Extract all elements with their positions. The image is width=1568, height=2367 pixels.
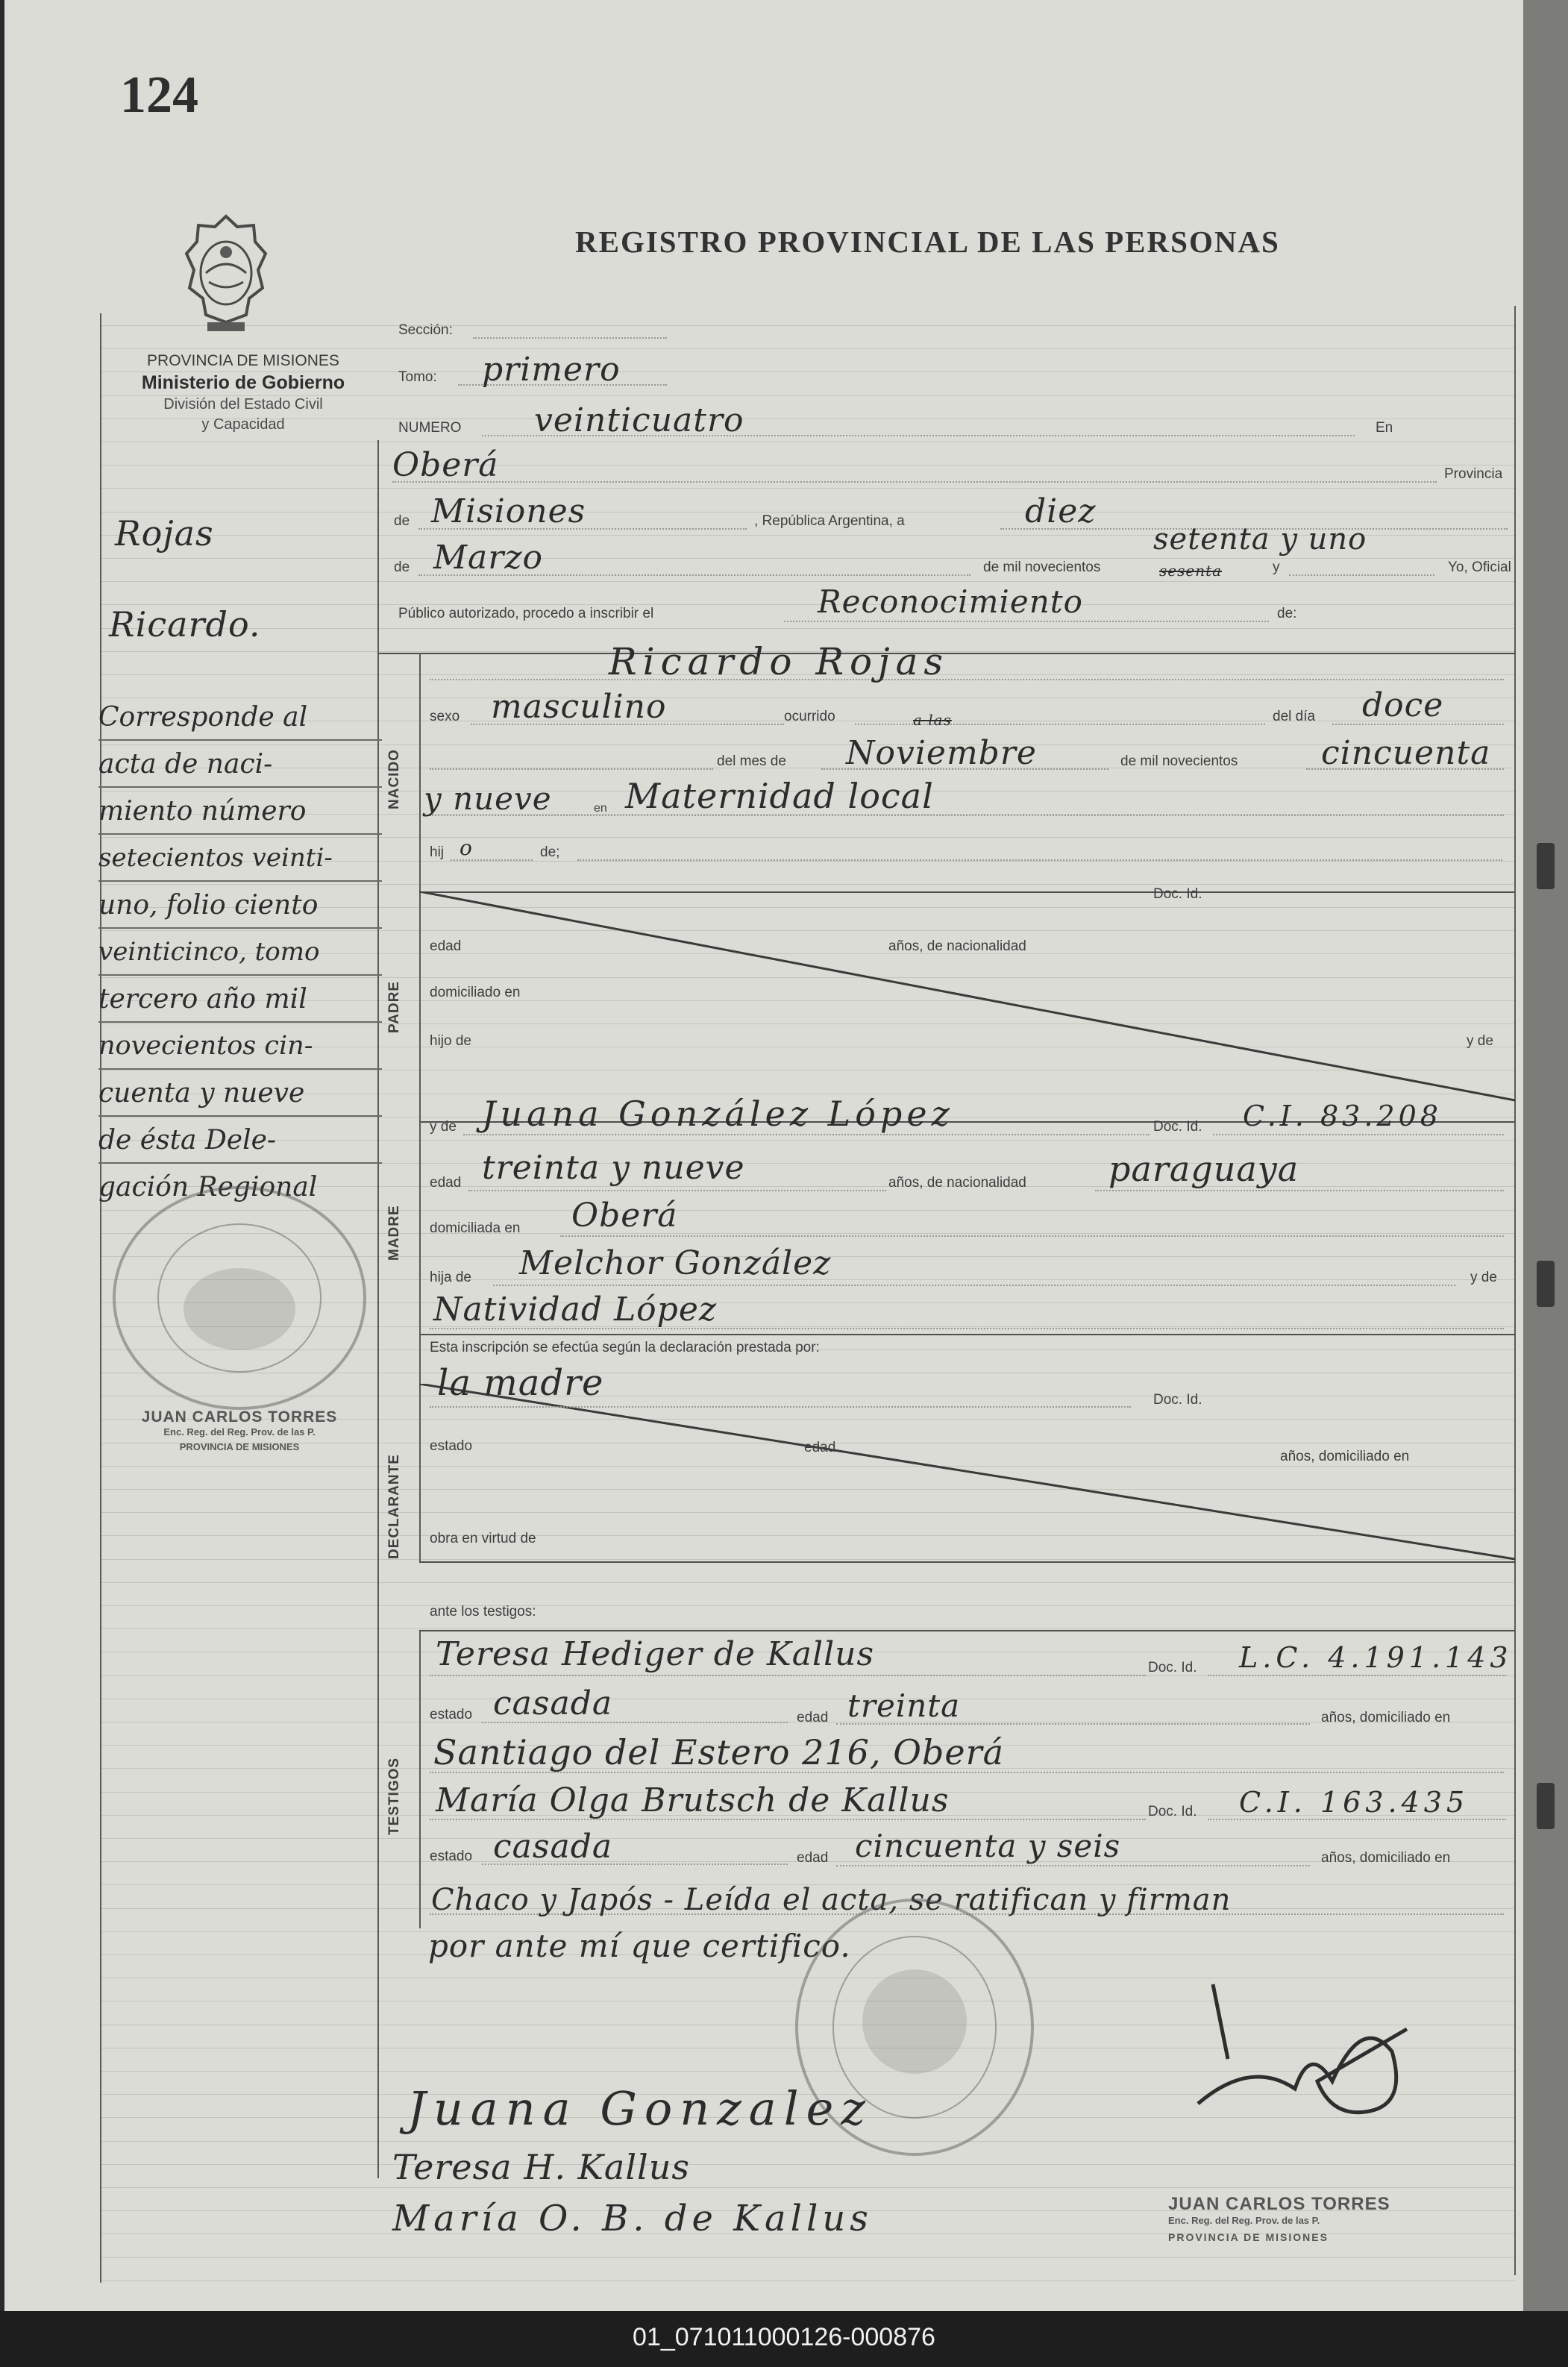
signature-2: Teresa H. Kallus [392, 2147, 691, 2187]
margin-given-name: Ricardo. [109, 604, 261, 645]
hw-anio-struck: sesenta [1159, 562, 1223, 580]
margin-note-line: veinticinco, tomo [98, 929, 382, 976]
hw-testigo2-estado: casada [493, 1828, 613, 1866]
de-colon-label: de: [1277, 606, 1297, 621]
testigo1-doc-label: Doc. Id. [1148, 1660, 1197, 1675]
province-label: PROVINCIA DE MISIONES [147, 352, 339, 369]
testigo1-dom-label: años, domiciliado en [1321, 1710, 1451, 1725]
hw-anio-nac-1: cincuenta [1321, 734, 1491, 772]
hw-hij-suffix: o [460, 835, 473, 860]
rule-before-declarante [419, 1334, 1515, 1335]
margin-stamp-text [101, 1410, 377, 1455]
left-margin-line [100, 313, 101, 2283]
hw-sexo: masculino [491, 688, 667, 726]
hw-testigo2-doc: C.I. 163.435 [1239, 1786, 1470, 1819]
ruled-line [101, 325, 1515, 326]
hw-ocurrido-struck: a las [913, 711, 952, 729]
binding-slot [1537, 843, 1555, 889]
hw-tomo: primero [482, 351, 621, 389]
hw-lugar-nac: Maternidad local [625, 776, 934, 816]
official-stamp-sub2: PROVINCIA DE MISIONES [1168, 2231, 1329, 2243]
sexo-label: sexo [430, 709, 460, 724]
hw-cierre-2: por ante mí que certifico. [428, 1928, 851, 1964]
ruled-line [101, 2187, 1515, 2188]
declarante-dom-label: años, domiciliado en [1280, 1449, 1410, 1464]
hw-en-place: Oberá [392, 446, 499, 484]
testigo1-edad-label: edad [797, 1710, 829, 1725]
section-testigos: TESTIGOS [386, 1757, 402, 1835]
del-mes-label: del mes de [717, 753, 786, 769]
margin-note-line: miento número [98, 788, 382, 835]
seccion-label: Sección: [398, 322, 453, 338]
margin-stamp-name: JUAN CARLOS TORRES [141, 1408, 338, 1426]
section-declarante: DECLARANTE [386, 1454, 402, 1559]
de-semicolon-label: de; [540, 844, 560, 860]
de-mil-nov-label: de mil novecientos [1120, 753, 1238, 769]
ruled-line [101, 604, 1515, 605]
de-label-1: de [394, 513, 410, 529]
y-label: y [1273, 559, 1280, 575]
binding-slot [1537, 1261, 1555, 1307]
official-stamp-text [1168, 2196, 1390, 2245]
margin-note-line: acta de naci- [98, 741, 382, 788]
ruled-line [101, 488, 1515, 489]
ruled-line [101, 2280, 1515, 2281]
ministry-label: Ministerio de Gobierno [141, 372, 345, 393]
margin-note-line: tercero año mil [98, 976, 382, 1023]
declarante-doc-label: Doc. Id. [1153, 1392, 1202, 1408]
hw-provincia: Misiones [431, 492, 586, 530]
provincia-label: Provincia [1444, 466, 1503, 482]
hw-madre-doc: C.I. 83.208 [1243, 1100, 1442, 1132]
padre-cancel-diagonal [419, 891, 1515, 1123]
margin-stamp-sub1: Enc. Reg. del Reg. Prov. de las P. [163, 1426, 316, 1438]
division-label-2: y Capacidad [201, 416, 285, 433]
central-seal-portrait [862, 1969, 967, 2074]
yo-oficial-label: Yo, Oficial [1448, 559, 1511, 575]
ruled-line [101, 348, 1515, 349]
padre-edad-label: edad [430, 938, 462, 954]
testigo2-estado-label: estado [430, 1849, 473, 1864]
margin-note-line: Corresponde al [98, 694, 382, 741]
ocurrido-label: ocurrido [784, 709, 835, 724]
margin-note-line: uno, folio ciento [98, 882, 382, 929]
ruled-line [101, 1582, 1515, 1583]
ante-testigos-label: ante los testigos: [430, 1604, 536, 1620]
padre-dom-label: domiciliado en [430, 985, 521, 1000]
margin-surname: Rojas [115, 513, 214, 554]
hw-anio-nac-2: y nueve [424, 780, 552, 817]
hw-testigo1-edad: treinta [847, 1687, 961, 1724]
margin-stamp-sub2: PROVINCIA DE MISIONES [179, 1441, 300, 1452]
page-number: 124 [120, 66, 198, 124]
ruled-line [101, 1838, 1515, 1839]
province-emblem [182, 210, 270, 337]
ruled-line [101, 558, 1515, 559]
sidebar-header [101, 351, 385, 435]
padre-hijo-label: hijo de [430, 1033, 471, 1049]
rule-testigos-top [419, 1630, 1515, 1631]
section-padre: PADRE [386, 980, 402, 1033]
ruled-line [101, 1605, 1515, 1606]
right-margin-line [1514, 306, 1516, 2275]
page-title: REGISTRO PROVINCIAL DE LAS PERSONAS [575, 225, 1280, 259]
hij-label: hij [430, 844, 445, 860]
ruled-line [101, 628, 1515, 629]
inscripcion-label: Esta inscripción se efectúa según la declaración prestada por: [430, 1340, 820, 1355]
ruled-line [101, 2257, 1515, 2258]
margin-note-line: cuenta y nueve [98, 1070, 382, 1117]
division-label-1: División del Estado Civil [163, 396, 323, 413]
official-stamp-sub1: Enc. Reg. del Reg. Prov. de las P. [1168, 2215, 1320, 2226]
hw-acto: Reconocimiento [818, 583, 1083, 620]
madre-doc-label: Doc. Id. [1153, 1119, 1202, 1135]
hw-cierre-1: Chaco y Japós - Leída el acta, se ratifican y firman [431, 1883, 1232, 1917]
tomo-label: Tomo: [398, 369, 437, 385]
margin-note-line: de ésta Dele- [98, 1117, 382, 1164]
testigo2-dom-label: años, domiciliado en [1321, 1850, 1451, 1866]
document-page [4, 0, 1541, 2311]
margin-note-block [98, 694, 382, 1211]
hw-madre-madre: Natividad López [433, 1291, 718, 1329]
margin-note-line: setecientos veinti- [98, 835, 382, 882]
ruled-line [101, 1628, 1515, 1629]
section-madre: MADRE [386, 1205, 402, 1261]
hw-madre-nac: paraguaya [1108, 1149, 1299, 1189]
hw-madre-edad: treinta y nueve [482, 1149, 745, 1187]
ruled-line [101, 2141, 1515, 2142]
section-nacido: NACIDO [386, 749, 402, 809]
padre-y-de-label: y de [1467, 1033, 1493, 1049]
publico-label: Público autorizado, procedo a inscribir el [398, 606, 654, 621]
hw-mes: Marzo [433, 539, 543, 577]
madre-nac-label: años, de nacionalidad [888, 1175, 1026, 1191]
testigo2-doc-label: Doc. Id. [1148, 1804, 1197, 1819]
official-stamp-name: JUAN CARLOS TORRES [1168, 2194, 1390, 2214]
en-label: En [1376, 420, 1393, 436]
madre-edad-label: edad [430, 1175, 462, 1191]
footer-reference: 01_071011000126-000876 [633, 2323, 935, 2351]
padre-nac-label: años, de nacionalidad [888, 938, 1026, 954]
hw-declarante: la madre [437, 1362, 604, 1404]
hw-dia: diez [1025, 492, 1097, 530]
book-binding [1523, 0, 1568, 2311]
madre-hija-label: hija de [430, 1270, 471, 1285]
de-mil-label: de mil novecientos [983, 559, 1101, 575]
hw-testigo1-doc: L.C. 4.191.143 [1239, 1641, 1513, 1674]
hw-numero: veinticuatro [534, 401, 744, 439]
margin-note-line: gación Regional [98, 1172, 318, 1203]
del-dia-label: del día [1273, 709, 1316, 724]
hw-dia-nac: doce [1362, 686, 1444, 724]
hw-testigo2-edad: cincuenta y seis [855, 1828, 1121, 1864]
hw-madre-padre: Melchor González [519, 1244, 832, 1282]
ruled-line [101, 581, 1515, 582]
hw-testigo2-nombre: María Olga Brutsch de Kallus [436, 1781, 950, 1819]
declarante-estado-label: estado [430, 1438, 473, 1454]
padre-doc-label: Doc. Id. [1153, 886, 1202, 902]
hw-mes-nac: Noviembre [846, 734, 1037, 772]
margin-note-line: novecientos cin- [98, 1023, 382, 1070]
margin-seal-portrait [184, 1268, 295, 1350]
official-signature [1183, 1969, 1422, 2134]
hw-madre-dom: Oberá [571, 1197, 678, 1235]
binding-slot [1537, 1783, 1555, 1829]
declarante-obra-label: obra en virtud de [430, 1531, 536, 1546]
hw-testigo1-dom: Santiago del Estero 216, Oberá [433, 1732, 1004, 1772]
declarante-edad-label: edad [804, 1440, 836, 1455]
ruled-line [101, 2164, 1515, 2165]
testigo1-estado-label: estado [430, 1707, 473, 1722]
testigos-column-line [419, 1630, 421, 1928]
hw-nombre: Ricardo Rojas [609, 640, 950, 683]
hw-madre-nombre: Juana González López [482, 1094, 954, 1134]
hw-anio: setenta y uno [1153, 522, 1367, 557]
testigo2-edad-label: edad [797, 1850, 829, 1866]
en-small-label: en [594, 802, 607, 815]
hw-testigo1-estado: casada [493, 1684, 613, 1722]
madre-y-de2-label: y de [1470, 1270, 1497, 1285]
footer-bar [0, 2311, 1568, 2367]
signature-3: María O. B. de Kallus [392, 2198, 873, 2239]
numero-label: NUMERO [398, 420, 462, 436]
declarante-cancel-diagonal [419, 1384, 1515, 1563]
hw-testigo1-nombre: Teresa Hediger de Kallus [436, 1635, 875, 1673]
republica-label: , República Argentina, a [754, 513, 905, 529]
de-label-2: de [394, 559, 410, 575]
madre-y-de-label: y de [430, 1119, 457, 1135]
signature-1: Juana Gonzalez [407, 2081, 873, 2136]
madre-dom-label: domiciliada en [430, 1220, 521, 1236]
